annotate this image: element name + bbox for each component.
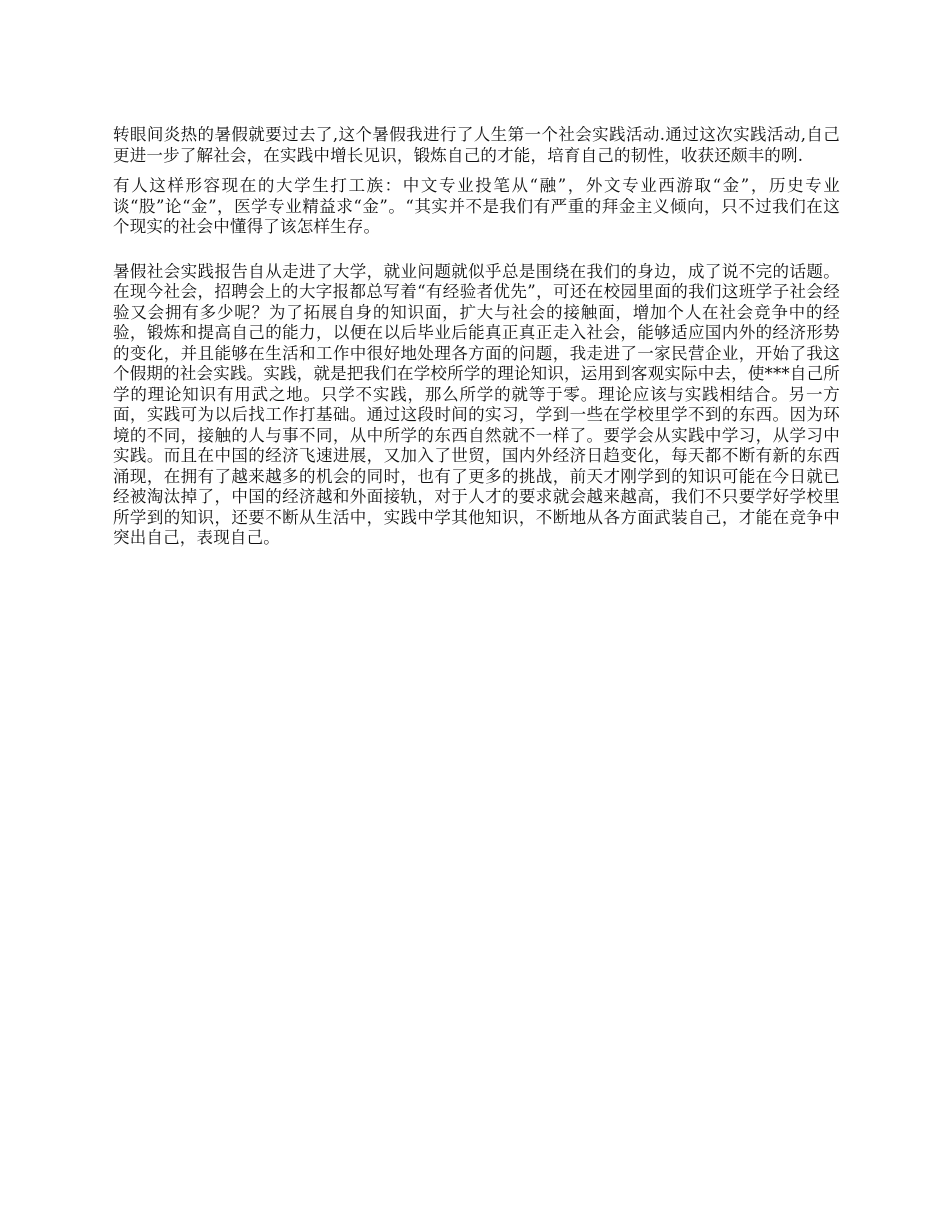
- paragraph-student-workers: 有人这样形容现在的大学生打工族：中文专业投笔从“融”，外文专业西游取“金”，历史专业谈“股”论“金”，医学专业精益求“金”。“其实并不是我们有严重的拜金主义倾向，只不过我们在这个现实的社会中懂得了该怎样生存。: [113, 176, 840, 236]
- paragraph-practice-report: 暑假社会实践报告自从走进了大学，就业问题就似乎总是围绕在我们的身边，成了说不完的话题。在现今社会，招聘会上的大字报都总写着“有经验者优先”，可还在校园里面的我们这班学子社会经验又会拥有多少呢？为了拓展自身的知识面，扩大与社会的接触面，增加个人在社会竞争中的经验，锻炼和提高自己的能力，以便在以后毕业后能真正真正走入社会，能够适应国内外的经济形势的变化，并且能够在生活和工作中很好地处理各方面的问题，我走进了一家民营企业，开始了我这个假期的社会实践。实践，就是把我们在学校所学的理论知识，运用到客观实际中去，使***自己所学的理论知识有用武之地。只学不实践，那么所学的就等于零。理论应该与实践相结合。另一方面，实践可为以后找工作打基础。通过这段时间的实习，学到一些在学校里学不到的东西。因为环境的不同，接触的人与事不同，从中所学的东西自然就不一样了。要学会从实践中学习，从学习中实践。而且在中国的经济飞速进展，又加入了世贸，国内外经济日趋变化，每天都不断有新的东西涌现，在拥有了越来越多的机会的同时，也有了更多的挑战，前天才刚学到的知识可能在今日就已经被淘汰掉了，中国的经济越和外面接轨，对于人才的要求就会越来越高，我们不只要学好学校里所学到的知识，还要不断从生活中，实践中学其他知识，不断地从各方面武装自己，才能在竞争中突出自己，表现自己。: [113, 261, 840, 547]
- paragraph-intro: 转眼间炎热的暑假就要过去了,这个暑假我进行了人生第一个社会实践活动.通过这次实践活动,自己更进一步了解社会，在实践中增长见识，锻炼自己的才能，培育自己的韧性，收获还颇丰的咧.: [113, 125, 840, 165]
- document-body: [113, 125, 840, 549]
